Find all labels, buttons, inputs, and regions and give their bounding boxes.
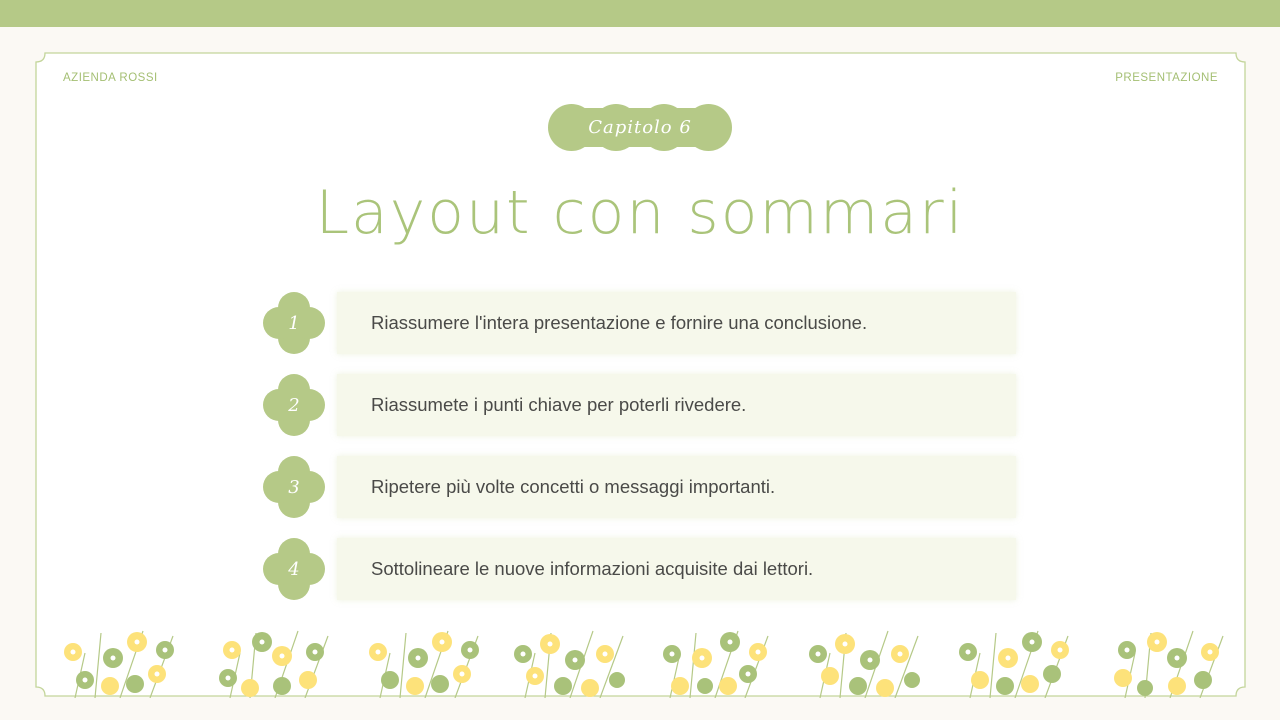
item-text: Riassumete i punti chiave per poterli rivedere.	[371, 394, 747, 415]
item-box	[337, 374, 1016, 436]
flower-border-decoration	[45, 628, 1240, 698]
chapter-badge	[548, 104, 732, 151]
flower-number-badge	[262, 454, 326, 520]
flower-cluster-icon	[950, 628, 1080, 698]
item-text: Sottolineare le nuove informazioni acquisite dai lettori.	[371, 558, 814, 579]
list-item	[262, 536, 1022, 602]
item-text: Riassumere l'intera presentazione e fornire una conclusione.	[371, 312, 868, 333]
flower-cluster-icon	[360, 628, 490, 698]
item-number: 2	[288, 394, 300, 416]
flower-number-badge	[262, 372, 326, 438]
flower-number-badge	[262, 290, 326, 356]
flower-cluster-icon	[1105, 628, 1235, 698]
flower-cluster-icon	[55, 628, 185, 698]
list-item	[262, 372, 1022, 438]
top-accent-bar	[0, 0, 1280, 27]
item-number: 3	[288, 476, 300, 498]
flower-cluster-icon	[800, 628, 930, 698]
list-item	[262, 454, 1022, 520]
item-number: 1	[288, 312, 300, 334]
flower-cluster-icon	[210, 628, 340, 698]
flower-cluster-icon	[505, 628, 635, 698]
chapter-label: Capitolo 6	[588, 117, 692, 138]
slide-title: Layout con sommari	[315, 178, 965, 248]
item-box	[337, 292, 1016, 354]
item-number: 4	[288, 558, 300, 580]
item-box	[337, 538, 1016, 600]
flower-number-badge	[262, 536, 326, 602]
item-text: Ripetere più volte concetti o messaggi importanti.	[371, 476, 776, 497]
flower-cluster-icon	[650, 628, 780, 698]
company-name: AZIENDA ROSSI	[63, 72, 158, 84]
item-box	[337, 456, 1016, 518]
list-item	[262, 290, 1022, 356]
presentation-label: PRESENTAZIONE	[1115, 72, 1218, 84]
